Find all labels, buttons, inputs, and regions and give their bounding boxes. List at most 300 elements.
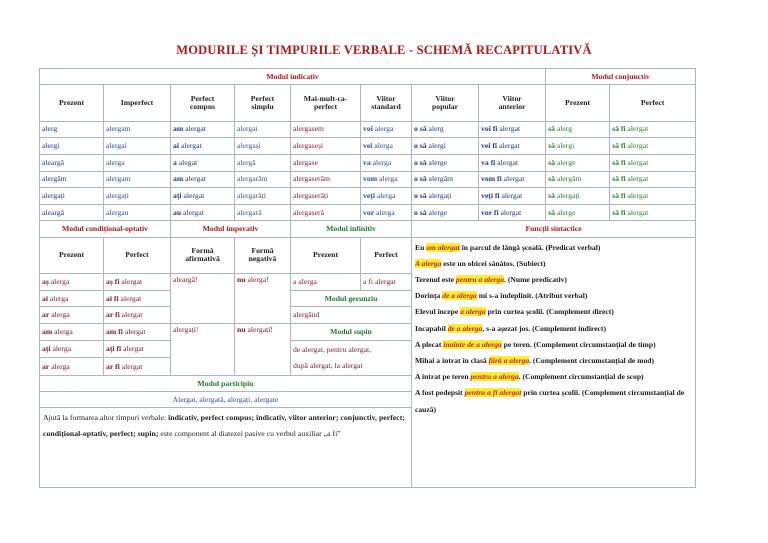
- table-cell: [40, 154, 104, 171]
- cell-prefix: să fi: [612, 157, 626, 167]
- cell-prefix: vom: [363, 174, 378, 184]
- column-header: [235, 85, 291, 122]
- cell-prefix: am fi: [106, 326, 123, 336]
- section-functii: Funcții sintactice: [412, 221, 696, 237]
- table-cell: [40, 274, 104, 291]
- example-highlight: pentru a alerga: [470, 372, 519, 382]
- cell-text: alerg: [42, 124, 58, 134]
- cell-text: alergat: [497, 157, 519, 167]
- section-infinitiv: Modul infinitiv: [291, 221, 412, 237]
- column-header: [291, 85, 361, 122]
- cell-text: alerga: [372, 157, 392, 167]
- cell-text: alergăm: [556, 174, 582, 184]
- section-indicativ: Modul indicativ: [40, 69, 546, 85]
- cell-text: alergaseră: [293, 207, 325, 217]
- header-line-1: Prezent: [58, 97, 85, 107]
- header-line-1: Formă: [251, 246, 274, 256]
- table-cell: [479, 121, 546, 138]
- header-line-2: afirmativă: [185, 254, 220, 264]
- table-cell: [171, 154, 235, 171]
- cell-prefix: ați fi: [106, 343, 122, 353]
- example-text-after: prin curtea școlii. (Complement circumstanțial de cauză): [415, 388, 685, 414]
- cell-text: alergi: [42, 141, 60, 151]
- header-line-1: Prezent: [565, 97, 591, 107]
- column-header: [171, 85, 235, 122]
- section-conditional: Modul condițional-optativ: [40, 221, 171, 237]
- cell-text: alergat: [121, 361, 143, 371]
- table-cell: [479, 154, 546, 171]
- supine-line-1: de alergat, pentru alergat,: [293, 344, 372, 354]
- participle-note: [40, 408, 412, 488]
- example-highlight: a alerga: [460, 307, 486, 317]
- imperative-affirmative-pl: alergați!: [171, 324, 235, 376]
- function-example: [415, 369, 692, 385]
- column-header: [40, 85, 104, 122]
- header-line-1: Perfect: [250, 93, 275, 103]
- example-text-before: A intrat pe teren: [415, 372, 471, 382]
- cell-prefix: ai: [173, 141, 179, 151]
- cell-prefix: veți fi: [481, 190, 500, 200]
- table-cell: [40, 188, 104, 205]
- cell-text: alergaserăți: [293, 190, 329, 200]
- table-cell: [412, 204, 479, 221]
- supine-forms: [291, 340, 412, 375]
- imperative-negative-sg: [235, 274, 291, 324]
- cell-text: alergat: [124, 326, 146, 336]
- table-cell: [361, 204, 412, 221]
- cell-text: alergat: [500, 207, 522, 217]
- table-cell: [412, 154, 479, 171]
- cell-text: alergat: [183, 207, 204, 217]
- cell-text: aleargă: [42, 207, 65, 217]
- table-row: [40, 154, 696, 171]
- table-cell: [40, 324, 104, 341]
- cell-text: alerga: [54, 326, 73, 336]
- cell-text: alergat: [627, 207, 649, 217]
- cell-text: alerge: [428, 207, 448, 217]
- table-cell: [546, 171, 610, 188]
- cell-text: alerge: [556, 157, 576, 167]
- cell-prefix: să: [548, 157, 555, 167]
- cell-text: alergați: [428, 190, 452, 200]
- cell-prefix: ai fi: [106, 293, 119, 303]
- column-header: [104, 237, 171, 274]
- table-cell: [412, 188, 479, 205]
- imperative-affirmative-sg: aleargă!: [171, 274, 235, 324]
- table-cell: [104, 324, 171, 341]
- cell-prefix: o să: [414, 207, 427, 217]
- section-imperativ: Modul imperativ: [171, 221, 291, 237]
- gerund-form: alergând: [291, 307, 412, 324]
- cell-prefix: o să: [414, 124, 427, 134]
- cell-text: alergai: [237, 124, 258, 134]
- column-header: [412, 85, 479, 122]
- note-bold: indicativ, perfect compus; indicativ, viitor anterior;: [168, 413, 339, 423]
- table-row: [40, 138, 696, 155]
- cell-prefix: să: [548, 141, 555, 151]
- header-line-1: Formă: [191, 246, 214, 256]
- table-cell: [40, 138, 104, 155]
- table-cell: [412, 138, 479, 155]
- table-cell: [104, 204, 171, 221]
- table-cell: [361, 138, 412, 155]
- cell-text: alergat: [121, 276, 143, 286]
- cell-text: alergat: [499, 124, 521, 134]
- table-cell: [610, 154, 696, 171]
- header-line-1: Imperfect: [120, 97, 154, 107]
- cell-text: alerga: [374, 124, 394, 134]
- infinitive-perfect: a fi alergat: [361, 274, 412, 291]
- cell-text: alergat: [183, 190, 205, 200]
- cell-text: alergai: [106, 141, 127, 151]
- header-line-2: popular: [431, 101, 459, 111]
- function-example: [415, 288, 692, 304]
- cell-text: alerg: [428, 124, 444, 134]
- table-cell: [361, 188, 412, 205]
- cell-text: alergarăm: [237, 174, 268, 184]
- table-cell: [104, 307, 171, 324]
- cell-prefix: să: [548, 190, 555, 200]
- column-header: [546, 85, 610, 122]
- cell-text: alergaserăm: [293, 174, 330, 184]
- example-text-before: A fost pedepsit: [415, 388, 465, 398]
- imperative-negative-pl: [235, 324, 291, 376]
- table-cell: [235, 188, 291, 205]
- table-cell: [291, 204, 361, 221]
- column-header: [610, 85, 696, 122]
- cell-text: alergat: [120, 293, 142, 303]
- cell-text: alergau: [106, 207, 129, 217]
- example-text-before: Mihai a intrat în clasă: [415, 356, 489, 365]
- table-cell: [104, 290, 171, 307]
- table-cell: [235, 204, 291, 221]
- table-cell: [235, 154, 291, 171]
- example-text-after: . (Nume predicativ): [504, 274, 567, 284]
- cell-text: alegat: [178, 157, 198, 167]
- table-cell: [546, 121, 610, 138]
- cell-text: alergat: [185, 124, 206, 134]
- example-text-after: . (Complement circumstanțial de mod): [529, 356, 655, 365]
- example-text-before: Dorința: [415, 291, 443, 301]
- example-highlight: înainte de a alerga: [443, 339, 502, 349]
- table-cell: [479, 171, 546, 188]
- cell-prefix: aș: [42, 276, 49, 286]
- cell-text: alergaseși: [293, 141, 324, 151]
- header-line-2: anterior: [498, 101, 526, 111]
- section-supin: Modul supin: [291, 324, 412, 341]
- column-header: [104, 85, 171, 122]
- example-text-before: Eu: [415, 242, 427, 252]
- cell-prefix: să fi: [612, 141, 626, 151]
- cell-text: alergam: [106, 124, 131, 134]
- table-cell: [361, 121, 412, 138]
- note-text: Ajută la formarea altor timpuri verbale:: [43, 413, 169, 423]
- cell-prefix: am: [173, 174, 184, 184]
- cell-text: alergați: [556, 190, 580, 200]
- cell-prefix: o să: [414, 157, 427, 167]
- example-highlight: de a alerga: [442, 291, 477, 301]
- cell-prefix: vor: [363, 207, 375, 217]
- table-body: [40, 69, 696, 488]
- header-line-2: simplu: [251, 101, 274, 111]
- table-cell: [104, 340, 171, 358]
- table-cell: [104, 188, 171, 205]
- cell-text: alergi: [428, 141, 446, 151]
- header-line-2: standard: [371, 101, 401, 111]
- cell-prefix: voi fi: [481, 124, 498, 134]
- cell-prefix: să fi: [612, 207, 626, 217]
- header-line-1: Perfect: [125, 250, 149, 260]
- cell-text: alerge: [428, 157, 448, 167]
- cell-text: alerga: [51, 361, 70, 371]
- cell-text: alerga: [49, 293, 69, 303]
- functions-list: [412, 237, 696, 487]
- function-example: [415, 353, 692, 369]
- table-cell: [40, 204, 104, 221]
- note-bold: conjunctiv, perfect; condițional-optativ, perfect; supin;: [43, 413, 405, 439]
- cell-text: alergă: [237, 157, 256, 167]
- table-cell: [104, 138, 171, 155]
- table-cell: [104, 274, 171, 291]
- cell-prefix: vom fi: [481, 174, 502, 184]
- cell-text: alergat: [627, 157, 649, 167]
- function-example: [415, 337, 692, 353]
- column-header: [361, 237, 412, 274]
- cell-text: alergat: [627, 190, 649, 200]
- table-cell: [40, 358, 104, 376]
- example-text-after: mi s-a îndeplinit. (Atribut verbal): [476, 291, 588, 301]
- table-cell: [171, 121, 235, 138]
- table-cell: [104, 358, 171, 376]
- example-highlight: A alerga: [415, 258, 442, 268]
- cell-prefix: o să: [414, 190, 427, 200]
- function-example: [415, 240, 692, 256]
- header-line-1: Viitor: [502, 93, 522, 103]
- cell-prefix: vei fi: [481, 141, 498, 151]
- table-cell: [291, 171, 361, 188]
- table-row: [40, 188, 696, 205]
- header-line-1: Perfect: [640, 97, 665, 107]
- cell-text: alergară: [237, 207, 262, 217]
- example-text-after: . (Complement circumstanțial de scop): [518, 372, 644, 382]
- table-cell: [40, 340, 104, 358]
- cell-text: alergați!: [247, 325, 273, 335]
- negation: nu: [237, 275, 246, 285]
- function-example: [415, 385, 692, 417]
- header-line-1: Perfect: [374, 250, 398, 260]
- example-highlight: fără a alerga: [488, 356, 530, 365]
- table-cell: [361, 154, 412, 171]
- table-cell: [610, 188, 696, 205]
- cell-text: alergat: [627, 141, 649, 151]
- infinitive-present: a alerga: [291, 274, 361, 291]
- note-text: este component al diatezei pasive cu verbul auxiliar „a fi”: [158, 429, 341, 439]
- table-row: [40, 171, 696, 188]
- cell-prefix: au: [173, 207, 182, 217]
- cell-prefix: ar: [42, 310, 50, 320]
- cell-prefix: să fi: [612, 124, 626, 134]
- cell-text: alergat: [123, 343, 144, 353]
- table-cell: [610, 204, 696, 221]
- function-example: [415, 321, 692, 337]
- participle-forms: Alergat, alergată, alergați, alergate: [40, 392, 412, 408]
- cell-text: alergat: [627, 174, 649, 184]
- cell-text: alergat: [503, 174, 525, 184]
- table-cell: [610, 121, 696, 138]
- table-cell: [104, 171, 171, 188]
- cell-prefix: să: [548, 174, 555, 184]
- cell-text: alerga: [51, 310, 70, 320]
- cell-text: alergase: [293, 157, 319, 167]
- column-header: [291, 237, 361, 274]
- table-cell: [171, 171, 235, 188]
- cell-prefix: va: [363, 157, 371, 167]
- example-text-after: este un obicei sănătos. (Subiect): [441, 258, 546, 268]
- table-cell: [235, 121, 291, 138]
- verb-moods-table: [39, 68, 696, 488]
- cell-text: alergat: [501, 190, 523, 200]
- header-line-1: Viitor: [435, 93, 455, 103]
- table-row: [40, 204, 696, 221]
- table-cell: [412, 121, 479, 138]
- table-cell: [479, 138, 546, 155]
- cell-text: alerga: [106, 157, 125, 167]
- cell-text: alergăm: [428, 174, 454, 184]
- cell-prefix: am: [42, 326, 53, 336]
- table-cell: [546, 138, 610, 155]
- lower-section-row: [40, 221, 696, 237]
- table-cell: [546, 154, 610, 171]
- cell-text: alergați: [106, 190, 129, 200]
- cell-prefix: voi: [363, 124, 373, 134]
- table-cell: [171, 138, 235, 155]
- cell-text: alergăm: [42, 174, 67, 184]
- cell-text: alergarăți: [237, 190, 266, 200]
- cell-text: alergași: [237, 141, 261, 151]
- example-text-before: Terenul este: [415, 274, 456, 284]
- cell-text: alerga!: [247, 275, 269, 285]
- cell-prefix: ai: [42, 293, 48, 303]
- cell-prefix: să fi: [612, 190, 626, 200]
- column-header: [171, 237, 235, 274]
- header-line-1: Mai-mult-ca-: [303, 93, 348, 103]
- header-line-1: Perfect: [190, 93, 215, 103]
- cell-text: alergat: [121, 310, 143, 320]
- cell-text: alergasem: [293, 124, 325, 134]
- cell-text: alergat: [627, 124, 649, 134]
- example-text-after: pe teren. (Complement circumstanțial de timp): [501, 339, 656, 349]
- cell-prefix: vei: [363, 141, 373, 151]
- cell-prefix: va fi: [481, 157, 496, 167]
- example-highlight: pentru a fi alergat: [464, 388, 522, 398]
- section-gerunziu: Modul gerunziu: [291, 290, 412, 307]
- function-example: [415, 304, 692, 320]
- table-cell: [479, 204, 546, 221]
- cell-prefix: o să: [414, 174, 427, 184]
- cell-prefix: aș fi: [106, 276, 120, 286]
- header-line-2: compus: [189, 101, 216, 111]
- negation: nu: [237, 325, 246, 335]
- header-line-2: perfect: [313, 101, 338, 111]
- example-highlight: am alergat: [426, 242, 460, 252]
- function-example: [415, 256, 692, 272]
- table-cell: [291, 138, 361, 155]
- cell-text: alerga: [52, 343, 72, 353]
- table-cell: [610, 171, 696, 188]
- section-participiu: Modul participiu: [40, 376, 412, 392]
- cell-prefix: să: [548, 124, 555, 134]
- cell-prefix: să: [548, 207, 555, 217]
- cell-text: aleargă: [42, 157, 65, 167]
- table-cell: [104, 154, 171, 171]
- table-cell: [40, 171, 104, 188]
- cell-prefix: ați: [42, 343, 51, 353]
- cell-text: alerga: [376, 190, 396, 200]
- indicative-header-row: [40, 85, 696, 122]
- example-highlight: pentru a alerga: [455, 274, 505, 284]
- lower-header-row: [40, 237, 696, 274]
- table-cell: [546, 188, 610, 205]
- cell-prefix: veți: [363, 190, 375, 200]
- column-header: [479, 85, 546, 122]
- table-cell: [40, 121, 104, 138]
- header-line-1: Viitor: [376, 93, 396, 103]
- table-cell: [171, 188, 235, 205]
- cell-text: alerga: [374, 141, 393, 151]
- table-cell: [610, 138, 696, 155]
- table-cell: [412, 171, 479, 188]
- cell-prefix: să fi: [612, 174, 626, 184]
- cell-text: alerg: [556, 124, 573, 134]
- cell-text: alergați: [42, 190, 65, 200]
- example-text-before: A plecat: [415, 339, 444, 349]
- table-cell: [235, 171, 291, 188]
- cell-text: alergat: [180, 141, 202, 151]
- column-header: [361, 85, 412, 122]
- cell-prefix: a: [173, 157, 177, 167]
- cell-text: alergat: [498, 141, 520, 151]
- cell-text: alerga: [50, 276, 70, 286]
- cell-prefix: ar fi: [106, 361, 120, 371]
- table-cell: [291, 121, 361, 138]
- table-cell: [479, 188, 546, 205]
- cell-text: alerga: [379, 174, 398, 184]
- header-line-1: Prezent: [312, 250, 339, 260]
- cell-prefix: vor fi: [481, 207, 499, 217]
- table-cell: [235, 138, 291, 155]
- cell-prefix: ar: [42, 361, 50, 371]
- cell-text: alerge: [556, 207, 576, 217]
- table-cell: [291, 154, 361, 171]
- example-text-after: în parcul de lângă școală. (Predicat verbal): [459, 242, 601, 252]
- header-line-1: Prezent: [58, 250, 85, 260]
- table-cell: [40, 290, 104, 307]
- function-example: [415, 272, 692, 288]
- page-title: MODURILE ȘI TIMPURILE VERBALE - SCHEMĂ RECAPITULATIVĂ: [176, 43, 592, 57]
- table-cell: [104, 121, 171, 138]
- table-cell: [291, 188, 361, 205]
- example-highlight: de a alerga: [447, 323, 483, 333]
- cell-prefix: ar fi: [106, 310, 120, 320]
- table-cell: [546, 204, 610, 221]
- cell-text: alergi: [556, 141, 575, 151]
- cell-text: alerga: [376, 207, 395, 217]
- column-header: [40, 237, 104, 274]
- cell-prefix: ați: [173, 190, 182, 200]
- column-header: [235, 237, 291, 274]
- supine-line-2: după alergat, la alergat: [293, 360, 363, 370]
- example-text-after: prin curtea școlii. (Complement direct): [485, 307, 614, 317]
